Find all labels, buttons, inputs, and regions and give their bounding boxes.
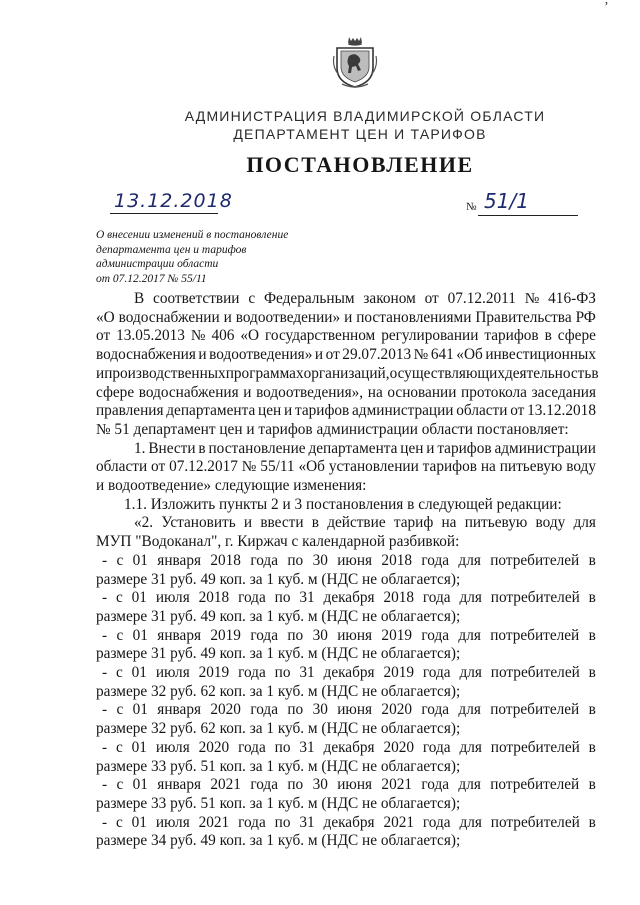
handwritten-number: 51/1 <box>484 189 529 213</box>
body-word: июля <box>155 664 190 682</box>
body-word: на <box>441 514 457 532</box>
body-word: года <box>421 626 450 644</box>
body-word: водоотведения» <box>209 346 313 364</box>
body-word: № <box>241 458 257 476</box>
body-word: № <box>413 346 429 364</box>
body-word: постановление <box>208 439 306 457</box>
body-line <box>96 290 596 309</box>
body-word: Правительства <box>475 308 572 326</box>
body-word: «2. <box>134 514 154 532</box>
body-word: сфере <box>557 327 596 345</box>
body-word: 07.12.2011 <box>447 290 516 307</box>
body-word: «Об <box>456 346 483 364</box>
body-word: № <box>190 327 206 345</box>
body-word: «Об <box>298 458 325 476</box>
body-word: тарифов <box>294 402 350 420</box>
body-word: производственных <box>104 364 226 382</box>
body-word: «О <box>240 327 260 345</box>
body-word: года <box>421 551 450 569</box>
body-word: 01 <box>132 701 148 719</box>
rate-amount-line <box>96 608 596 627</box>
body-word: года <box>422 589 451 607</box>
body-word: Установить <box>161 514 236 532</box>
body-word: 01 <box>132 776 148 794</box>
body-word: июля <box>155 813 190 831</box>
body-word: с <box>116 776 124 794</box>
body-word: от <box>510 402 525 420</box>
body-word: от <box>151 458 166 476</box>
body-line <box>96 440 596 459</box>
body-word: 30 <box>312 551 328 569</box>
body-word: от <box>424 290 439 307</box>
body-word: 13.12.2018 <box>527 402 596 420</box>
handwritten-date: 13.12.2018 <box>114 190 233 212</box>
body-word: в <box>588 738 596 756</box>
body-word: года <box>250 626 278 644</box>
body-word: администрации <box>352 402 454 420</box>
body-line <box>96 327 596 346</box>
body-word: с <box>115 664 123 682</box>
body-word: 641 <box>430 346 454 364</box>
body-word: и <box>96 364 105 382</box>
rate-amount-line <box>96 832 596 851</box>
body-word: государственном <box>265 327 376 345</box>
body-word: установлении <box>328 458 419 476</box>
body-line <box>96 533 596 552</box>
body-word: - <box>102 738 108 756</box>
body-line <box>96 477 596 496</box>
body-line-text: размере 32 руб. 62 коп. за 1 куб. м (НДС не облагается); <box>96 682 461 700</box>
body-word: от <box>325 346 340 364</box>
body-word: 2019 <box>383 664 415 682</box>
body-word: 2021 <box>210 776 241 794</box>
body-word: и <box>344 308 353 326</box>
rate-period-line <box>96 776 596 795</box>
body-word: в <box>591 364 599 382</box>
body-word: 30 <box>312 701 328 719</box>
body-word: протокола <box>461 383 527 401</box>
body-word: 01 <box>132 551 148 569</box>
body-word: в <box>544 327 552 345</box>
body-word: тарифов <box>437 439 492 457</box>
rate-period-line <box>96 589 596 608</box>
body-word: 2021 <box>383 813 415 831</box>
date-underline <box>110 213 218 214</box>
body-word: для <box>459 738 482 756</box>
body-word: в <box>588 626 596 644</box>
body-word: 406 <box>211 327 235 345</box>
rate-period-line <box>96 701 596 720</box>
body-word: 2018 <box>383 589 415 607</box>
body-word: для <box>459 813 482 831</box>
body-word: в <box>588 701 596 719</box>
body-word: питьевую <box>464 514 528 532</box>
body-word: для <box>458 776 481 794</box>
document-title: ПОСТАНОВЛЕНИЕ <box>246 152 474 177</box>
body-line <box>96 309 596 328</box>
body-word: потребителей <box>490 664 580 682</box>
body-line-text: № 51 департамент цен и тарифов администрации области постановляет: <box>96 420 569 438</box>
body-word: 55/11 <box>260 458 295 476</box>
body-word: - <box>102 701 108 719</box>
subject-line: О внесении изменений в постановление <box>96 229 289 241</box>
body-word: 01 <box>132 626 148 644</box>
body-line <box>96 421 596 440</box>
body-word: 01 <box>131 589 147 607</box>
body-word: регулировании <box>381 327 479 345</box>
body-word: 31 <box>299 738 315 756</box>
body-word: для <box>573 514 596 532</box>
body-word: декабря <box>323 664 375 682</box>
body-line <box>96 496 596 515</box>
body-word: по <box>274 813 291 831</box>
body-line <box>96 514 596 533</box>
document-subject <box>96 228 356 286</box>
body-word: - <box>102 664 108 682</box>
body-line <box>96 384 596 403</box>
body-word: заседания <box>531 383 596 401</box>
body-line <box>96 402 596 421</box>
body-word: 29.07.2013 <box>342 346 412 364</box>
body-word: цен <box>258 402 282 420</box>
body-line-text: размере 33 руб. 51 коп. за 1 куб. м (НДС не облагается); <box>96 794 461 812</box>
body-word: департамента <box>308 439 398 457</box>
body-word: и <box>283 402 293 420</box>
body-word: 2020 <box>383 738 415 756</box>
body-word: и <box>426 439 435 457</box>
rate-amount-line <box>96 795 596 814</box>
coat-of-arms-emblem <box>332 34 378 90</box>
body-word: 01 <box>131 738 147 756</box>
body-word: 30 <box>312 626 328 644</box>
corner-mark: ’ <box>604 0 609 15</box>
rate-amount-line <box>96 720 596 739</box>
body-word: В <box>134 290 145 307</box>
body-word: тарифов <box>484 327 539 345</box>
body-word: водоотведения», <box>256 383 364 401</box>
body-line-text: размере 34 руб. 49 коп. за 1 куб. м (НДС не облагается); <box>96 832 461 850</box>
body-word: июня <box>337 701 373 719</box>
body-word: в <box>588 664 596 682</box>
body-line-text: МУП "Водоканал", г. Киржач с календарной разбивкой: <box>96 533 460 551</box>
body-word: водоснабжении <box>118 308 220 326</box>
body-word: потребителей <box>490 813 580 831</box>
body-word: по <box>287 701 304 719</box>
body-word: 01 <box>131 664 147 682</box>
body-word: декабря <box>323 589 375 607</box>
body-word: года <box>238 738 266 756</box>
body-word: в <box>588 776 596 794</box>
body-word: потребителей <box>490 589 580 607</box>
body-word: по <box>287 551 304 569</box>
body-word: с <box>116 626 124 644</box>
body-word: 1. <box>134 439 146 457</box>
body-word: 416-ФЗ <box>548 290 596 307</box>
body-word: июня <box>337 626 373 644</box>
body-word: в <box>588 551 596 569</box>
body-word: основании <box>387 383 457 401</box>
body-line-text: размере 31 руб. 49 коп. за 1 куб. м (НДС не облагается); <box>96 607 461 625</box>
body-word: на <box>367 383 383 401</box>
body-word: деятельность <box>504 364 592 382</box>
body-word: 2021 <box>198 813 230 831</box>
body-word: Федеральным <box>263 290 355 307</box>
number-prefix: № <box>466 201 477 213</box>
body-word: - <box>102 776 108 794</box>
body-word: ввести <box>260 514 304 532</box>
body-word: года <box>422 813 451 831</box>
body-word: администрации <box>494 439 596 457</box>
body-word: потребителей <box>490 701 580 719</box>
number-underline <box>478 215 578 216</box>
body-word: в <box>588 589 596 607</box>
body-word: июня <box>337 776 373 794</box>
body-word: 2021 <box>381 776 413 794</box>
body-word: - <box>102 589 108 607</box>
body-word: для <box>458 551 481 569</box>
body-word: и <box>198 346 207 364</box>
rate-amount-line <box>96 645 596 664</box>
body-word: по <box>287 776 304 794</box>
body-word: инвестиционных <box>485 346 596 364</box>
body-word: года <box>422 664 451 682</box>
body-word: потребителей <box>490 738 580 756</box>
body-word: воду <box>566 458 596 476</box>
body-word: года <box>250 776 278 794</box>
body-word: воду <box>535 514 566 532</box>
body-word: законом <box>363 290 416 307</box>
rate-period-line <box>96 814 596 833</box>
body-word: 31 <box>299 589 315 607</box>
body-word: года <box>421 776 450 794</box>
body-word: для <box>459 664 482 682</box>
body-word: с <box>116 701 124 719</box>
body-word: цен <box>400 439 424 457</box>
body-word: потребителей <box>490 551 580 569</box>
body-word: соответствии <box>153 290 240 307</box>
body-word: для <box>458 626 481 644</box>
body-line-text: размере 31 руб. 49 коп. за 1 куб. м (НДС не облагается); <box>96 570 461 588</box>
body-word: на <box>480 458 496 476</box>
body-line-text: 1.1. Изложить пункты 2 и 3 постановления в следующей редакции: <box>124 495 562 513</box>
body-word: июня <box>337 551 373 569</box>
body-word: РФ <box>575 308 596 326</box>
body-word: 2018 <box>381 551 413 569</box>
body-word: для <box>459 589 482 607</box>
rate-period-line <box>96 627 596 646</box>
body-word: 2019 <box>381 626 413 644</box>
body-word: июля <box>155 738 190 756</box>
subject-line: департамента цен и тарифов <box>96 243 247 256</box>
body-line-text: размере 32 руб. 62 коп. за 1 куб. м (НДС не облагается); <box>96 720 461 738</box>
body-word: 2019 <box>198 664 230 682</box>
body-word: 2018 <box>210 551 241 569</box>
body-line-text: и водоотведение» следующие изменения: <box>96 477 367 495</box>
body-word: года <box>422 738 451 756</box>
body-word: департамента <box>166 402 256 420</box>
body-word: года <box>421 701 450 719</box>
body-word: водоснабжения <box>96 346 196 364</box>
body-word: с <box>116 551 124 569</box>
body-word: января <box>157 701 201 719</box>
body-word: декабря <box>323 738 375 756</box>
body-word: 2019 <box>210 626 241 644</box>
body-word: декабря <box>323 813 375 831</box>
body-word: года <box>238 589 266 607</box>
body-word: - <box>102 626 108 644</box>
body-word: января <box>157 551 201 569</box>
body-word: тариф <box>393 514 434 532</box>
body-word: по <box>274 664 291 682</box>
body-word: года <box>250 701 278 719</box>
body-word: 07.12.2017 <box>169 458 238 476</box>
body-word: № <box>524 290 540 307</box>
rate-period-line <box>96 552 596 571</box>
subject-line: от 07.12.2017 № 55/11 <box>96 272 207 285</box>
body-word: 2020 <box>210 701 241 719</box>
rate-amount-line <box>96 571 596 590</box>
body-word: с <box>115 813 123 831</box>
body-word: потребителей <box>490 776 580 794</box>
body-word: области <box>96 458 148 476</box>
body-word: года <box>250 551 278 569</box>
body-word: 2018 <box>198 589 230 607</box>
body-word: организаций, <box>303 364 390 382</box>
body-word: действие <box>327 514 386 532</box>
body-word: в <box>588 813 596 831</box>
body-word: для <box>458 701 481 719</box>
subject-line: администрации области <box>96 258 219 270</box>
body-word: 2020 <box>381 701 413 719</box>
body-word: по <box>274 589 291 607</box>
body-word: области <box>456 402 508 420</box>
body-word: Внести <box>148 439 196 457</box>
body-word: с <box>248 290 256 307</box>
body-word: тарифов <box>422 458 477 476</box>
body-word: в <box>311 514 319 532</box>
rate-period-line <box>96 664 596 683</box>
body-word: по <box>287 626 304 644</box>
body-word: постановлениями <box>356 308 472 326</box>
body-word: водоотведении» <box>235 308 341 326</box>
body-word: сфере <box>96 383 135 401</box>
department-name: ДЕПАРТАМЕНТ ЦЕН И ТАРИФОВ <box>233 126 487 142</box>
body-word: питьевую <box>499 458 563 476</box>
body-word: 30 <box>312 776 328 794</box>
body-word: и <box>314 346 324 364</box>
body-word: - <box>102 813 108 831</box>
body-word: июля <box>155 589 190 607</box>
body-word: 2020 <box>198 738 230 756</box>
body-word: января <box>157 626 201 644</box>
body-word: программах <box>225 364 304 382</box>
document-body <box>96 290 599 851</box>
body-word: - <box>102 551 108 569</box>
body-word: осуществляющих <box>389 364 505 382</box>
body-word: и <box>223 308 232 326</box>
body-word: правления <box>96 402 164 420</box>
body-word: 31 <box>299 813 315 831</box>
organization-name: АДМИНИСТРАЦИЯ ВЛАДИМИРСКОЙ ОБЛАСТИ <box>184 108 546 124</box>
body-word: 13.05.2013 <box>116 327 185 345</box>
body-word: и <box>243 383 252 401</box>
rate-amount-line <box>96 758 596 777</box>
body-word: в <box>198 439 206 457</box>
body-word: и <box>243 514 253 532</box>
body-word: с <box>115 589 123 607</box>
body-line <box>96 346 596 365</box>
body-word: года <box>238 664 266 682</box>
body-word: водоснабжения <box>138 383 239 401</box>
rate-period-line <box>96 739 596 758</box>
body-line-text: размере 31 руб. 49 коп. за 1 куб. м (НДС не облагается); <box>96 645 461 663</box>
body-word: потребителей <box>490 626 580 644</box>
body-word: 01 <box>131 813 147 831</box>
body-line <box>96 364 599 384</box>
body-word: года <box>238 813 266 831</box>
body-word: 31 <box>299 664 315 682</box>
body-word: января <box>157 776 201 794</box>
body-word: «О <box>96 308 115 326</box>
body-word: от <box>96 327 111 345</box>
body-word: по <box>274 738 291 756</box>
rate-amount-line <box>96 683 596 702</box>
body-line-text: размере 33 руб. 51 коп. за 1 куб. м (НДС не облагается); <box>96 757 461 775</box>
body-line <box>96 458 596 477</box>
body-word: с <box>115 738 123 756</box>
